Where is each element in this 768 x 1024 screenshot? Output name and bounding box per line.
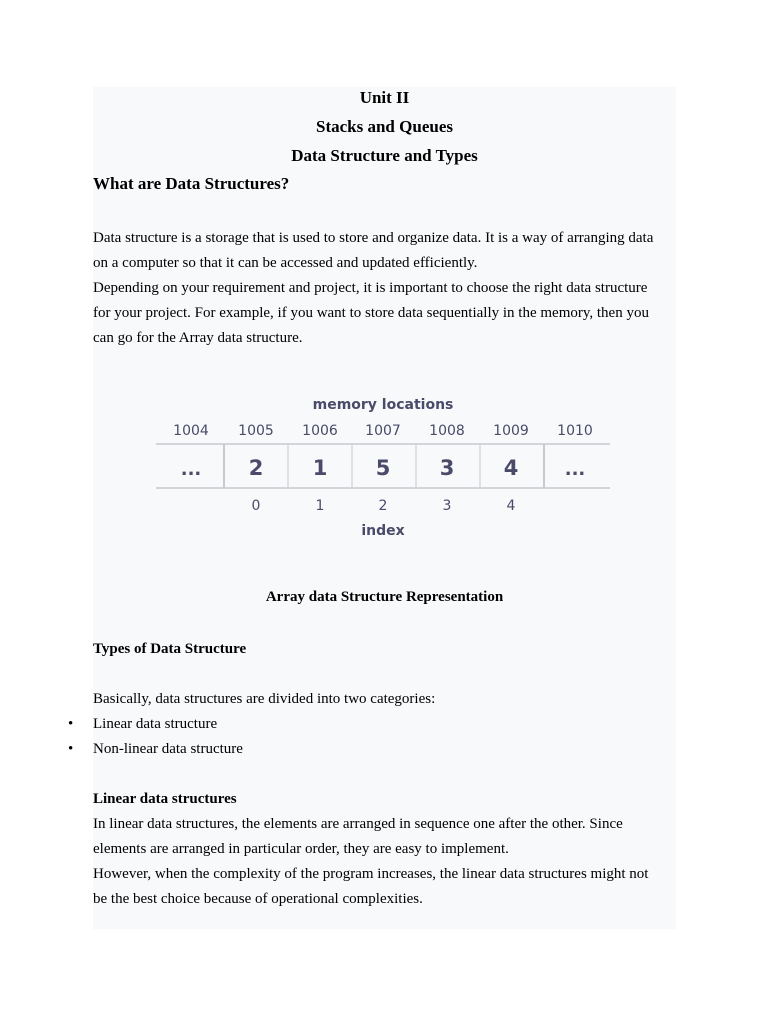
memory-address: 1010 [557,423,593,439]
index-row [252,498,516,514]
memory-address: 1007 [365,423,401,439]
array-memory-diagram [150,390,620,550]
topic-title: Stacks and Queues [316,117,453,136]
intro-paragraph-2 [93,276,676,351]
bullet-icon: • [68,716,74,732]
types-intro: Basically, data structures are divided into two categories: [93,691,436,707]
types-list [68,712,676,762]
array-cell-value: 5 [375,456,391,480]
array-index: 2 [378,498,388,514]
memory-locations-label: memory locations [312,397,454,413]
text-line: elements are arranged in particular order, they are easy to implement. [93,841,509,857]
text-line: on a computer so that it can be accessed and updated efficiently. [93,255,478,271]
array-cell-value: 2 [248,456,264,480]
cell-row [181,444,586,488]
subtopic-title: Data Structure and Types [291,146,478,165]
figure-caption: Array data Structure Representation [265,589,504,605]
list-item [68,737,676,762]
text-line: for your project. For example, if you want to store data sequentially in the memory, then you [93,305,649,321]
array-index: 4 [506,498,516,514]
array-cell-value: 3 [439,456,455,480]
memory-address: 1006 [302,423,338,439]
array-index: 1 [315,498,325,514]
text-line: However, when the complexity of the program increases, the linear data structures might not [93,866,649,882]
text-line: Depending on your requirement and project, it is important to choose the right data structure [93,280,648,296]
section-heading-what-are-data-structures: What are Data Structures? [93,174,290,193]
text-line: can go for the Array data structure. [93,330,303,346]
intro-paragraph-1 [93,226,676,276]
unit-title: Unit II [359,88,410,107]
memory-address: 1004 [173,423,209,439]
ellipsis-cell: ... [180,459,202,480]
text-line: be the best choice because of operational complexities. [93,891,423,907]
array-cell-value: 1 [312,456,328,480]
text-line: In linear data structures, the elements are arranged in sequence one after the other. Since [93,816,623,832]
memory-address: 1005 [238,423,274,439]
index-label: index [361,523,405,539]
text-line: Data structure is a storage that is used to store and organize data. It is a way of arranging data [93,230,654,246]
array-index: 0 [251,498,261,514]
memory-address: 1009 [493,423,529,439]
array-diagram-svg [150,390,620,550]
address-row [173,423,593,439]
linear-heading: Linear data structures [93,791,237,807]
array-index: 3 [442,498,452,514]
list-item-label: Non-linear data structure [93,741,243,757]
types-heading: Types of Data Structure [93,641,247,657]
bullet-icon: • [68,741,74,757]
array-cell-value: 4 [503,456,519,480]
ellipsis-cell: ... [564,459,586,480]
list-item [68,712,676,737]
list-item-label: Linear data structure [93,716,218,732]
memory-address: 1008 [429,423,465,439]
